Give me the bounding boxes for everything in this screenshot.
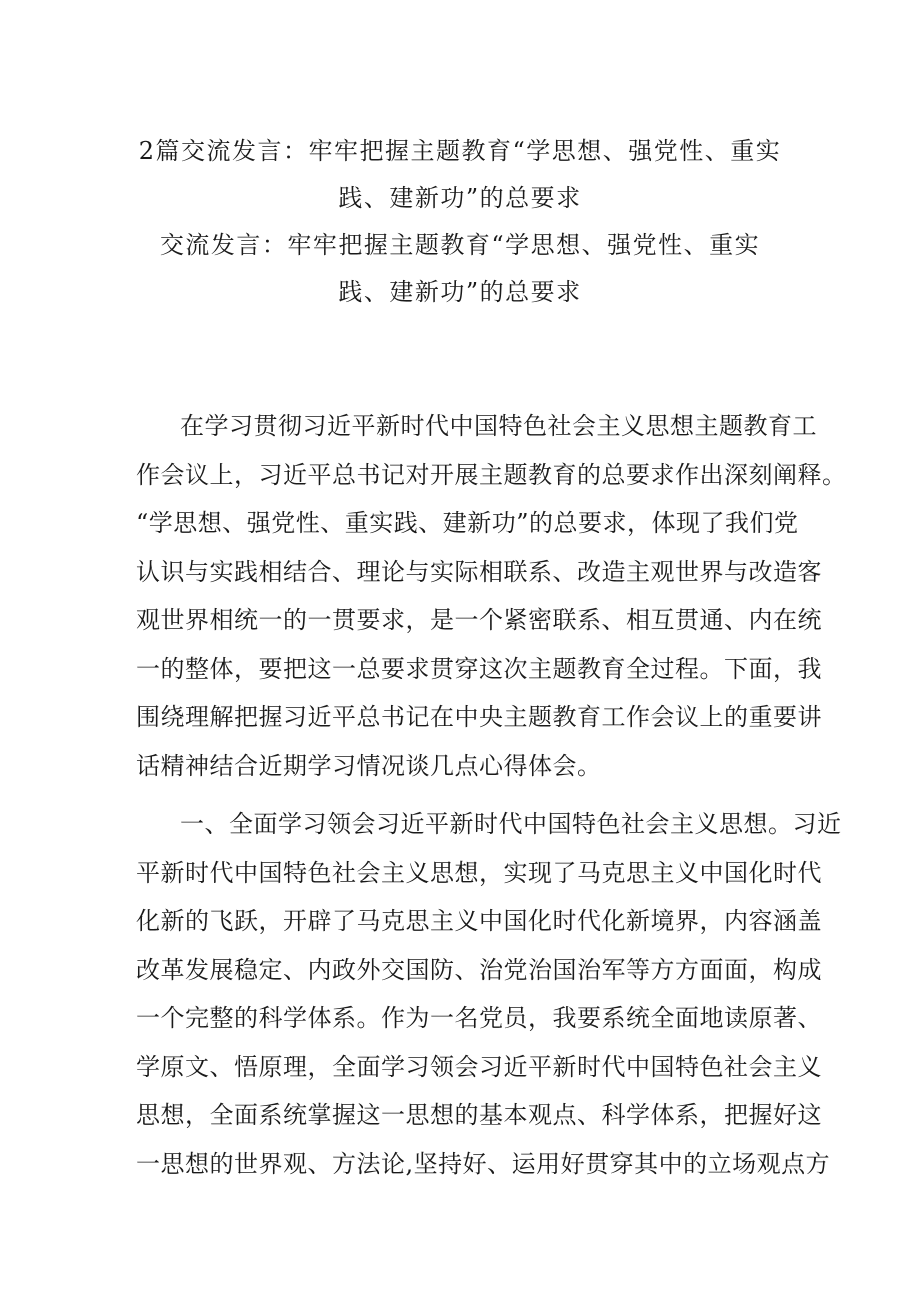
- paragraph-line: 改革发展稳定、内政外交国防、治党治国治军等方方面面，构成: [136, 955, 822, 984]
- subtitle-line-2: 践、建新功”的总要求: [338, 278, 582, 306]
- paragraph-intro: [136, 402, 847, 790]
- paragraph-section-one: [136, 800, 842, 1188]
- subtitle-line-1: 交流发言：牢牢把握主题教育“学思想、强党性、重实: [159, 231, 761, 259]
- paragraph-line: 一个完整的科学体系。作为一名党员，我要系统全面地读原著、: [136, 1004, 822, 1032]
- paragraph-line: 作会议上，习近平总书记对开展主题教育的总要求作出深刻阐释。: [136, 460, 847, 489]
- paragraph-line: 学原文、悟原理，全面学习领会习近平新时代中国特色社会主义: [136, 1052, 822, 1081]
- paragraph-line: 观世界相统一的一贯要求，是一个紧密联系、相互贯通、内在统: [136, 606, 822, 634]
- paragraph-line: 一、全面学习领会习近平新时代中国特色社会主义思想。习近: [180, 810, 842, 838]
- paragraph-line: 认识与实践相结合、理论与实际相联系、改造主观世界与改造客: [136, 557, 822, 586]
- paragraph-line: 话精神结合近期学习情况谈几点心得体会。: [136, 751, 602, 780]
- paragraph-line: 一思想的世界观、方法论,坚持好、运用好贯穿其中的立场观点方: [136, 1149, 831, 1178]
- paragraph-line: 平新时代中国特色社会主义思想，实现了马克思主义中国化时代: [136, 858, 822, 887]
- paragraph-line: 一的整体，要把这一总要求贯穿这次主题教育全过程。下面，我: [136, 654, 822, 683]
- paragraph-line: 思想，全面系统掌握这一思想的基本观点、科学体系，把握好这: [136, 1101, 822, 1129]
- document-title: [0, 128, 920, 316]
- document-body: [136, 402, 847, 1188]
- title-line-2: 践、建新功”的总要求: [338, 184, 582, 212]
- paragraph-line: 在学习贯彻习近平新时代中国特色社会主义思想主题教育工: [180, 412, 817, 440]
- paragraph-line: “学思想、强党性、重实践、建新功”的总要求，体现了我们党: [136, 509, 799, 537]
- paragraph-line: 化新的飞跃，开辟了马克思主义中国化时代化新境界，内容涵盖: [136, 907, 822, 935]
- title-line-1: 2篇交流发言：牢牢把握主题教育“学思想、强党性、重实: [138, 137, 782, 165]
- paragraph-line: 围绕理解把握习近平总书记在中央主题教育工作会议上的重要讲: [136, 703, 822, 731]
